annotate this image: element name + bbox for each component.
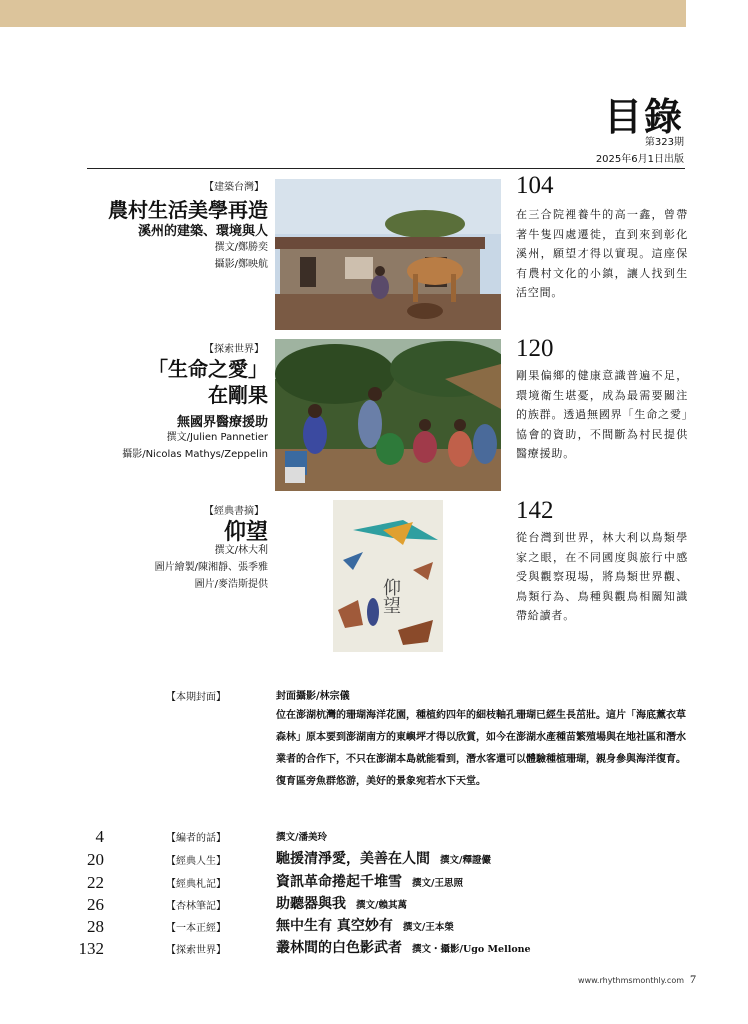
credit-photo: 攝影/鄭映航 <box>214 259 268 270</box>
toc-page-number: 4 <box>95 827 104 846</box>
book-cover-title: 仰望 <box>380 578 401 614</box>
toc-credit: 撰文/賴其萬 <box>356 900 407 911</box>
feature-title[interactable]: 仰望 <box>223 519 268 545</box>
congo-village-photo <box>275 339 501 491</box>
credit-writer: 撰文/Julien Pannetier <box>166 432 268 443</box>
cover-description: 位在澎湖杭灣的珊瑚海洋花園，種植約四年的細枝軸孔珊瑚已經生長茁壯。這片「海底薰衣草森林」原本要到澎湖南方的東嶼坪才得以欣賞，如今在澎湖水產種苗繁殖場與在地社區和潛水業者的合作下，不只在澎湖本島就能看到，潛水客還可以體驗種植珊瑚，親身參與海洋復育。復育區旁魚群悠游，美好的景象宛若水下天堂。 <box>276 710 686 787</box>
feature-credits <box>122 429 268 463</box>
issue-number: 第323期 <box>644 137 684 148</box>
toc-row[interactable] <box>60 915 700 937</box>
credit-writer: 撰文/林大利 <box>214 545 268 556</box>
toc-credit: 撰文・攝影/Ugo Mellone <box>412 944 531 955</box>
toc-row[interactable] <box>60 848 700 870</box>
feature-description: 剛果偏鄉的健康意識普遍不足，環境衛生堪憂，成為最需要關注的族群。透過無國界「生命之愛」協會的資助，不間斷為村民提供醫療援助。 <box>516 369 688 460</box>
toc-row[interactable] <box>60 893 700 915</box>
toc-credit: 撰文/釋證儼 <box>440 855 491 866</box>
toc-tag: 【杏林筆記】 <box>166 901 226 912</box>
toc-title: 助聽器與我 撰文/賴其萬 <box>276 896 407 912</box>
toc-page-number: 20 <box>87 850 104 869</box>
credit-image: 圖片/麥浩斯提供 <box>194 579 268 590</box>
toc-title: 資訊革命捲起千堆雪 撰文/王思照 <box>276 874 463 890</box>
feature-page-number[interactable]: 142 <box>516 497 554 524</box>
toc-tag: 【編者的話】 <box>166 833 226 844</box>
toc-page-number: 132 <box>78 939 104 958</box>
toc-page-number: 26 <box>87 895 104 914</box>
feature-title[interactable]: 農村生活美學再造 <box>108 198 268 222</box>
toc-credit: 撰文/王思照 <box>412 878 463 889</box>
toc-credit: 撰文/潘美玲 <box>276 832 327 843</box>
toc-tag: 【探索世界】 <box>166 945 226 956</box>
toc-tag: 【經典人生】 <box>166 856 226 867</box>
feature-page-number[interactable]: 104 <box>516 172 554 199</box>
toc-credit: 撰文/王本榮 <box>402 922 454 933</box>
toc-page-number: 28 <box>87 917 104 936</box>
issue-info <box>596 134 684 168</box>
toc-tag: 【經典札記】 <box>166 879 226 890</box>
feature-credits <box>215 239 268 273</box>
credit-illustration: 圖片繪製/陳湘靜、張季雅 <box>154 562 268 573</box>
feature-tag: 【經典書摘】 <box>204 506 264 517</box>
page-title: 目錄 <box>603 94 684 139</box>
feature-title-line: 「生命之愛」 <box>148 357 268 381</box>
toc-row[interactable] <box>60 937 700 959</box>
feature-tag: 【探索世界】 <box>204 344 264 355</box>
feature-subtitle: 溪州的建築、環境與人 <box>137 224 268 239</box>
cover-credit: 封面攝影/林宗儀 <box>276 691 350 702</box>
website-url[interactable]: www.rhythmsmonthly.com <box>578 976 684 985</box>
footer-page-number: 7 <box>690 972 696 986</box>
feature-page-number[interactable]: 120 <box>516 335 554 362</box>
page-footer <box>578 972 696 987</box>
feature-subtitle: 無國界醫療援助 <box>176 415 268 430</box>
toc-title: 無中生有 真空妙有 撰文/王本榮 <box>276 918 454 934</box>
bird-illustration <box>333 500 443 652</box>
header-divider <box>87 168 685 169</box>
feature-title[interactable] <box>148 356 268 408</box>
farm-cow-photo <box>275 179 501 330</box>
feature-credits <box>155 542 268 593</box>
toc-row[interactable] <box>60 871 700 893</box>
feature-tag: 【建築台灣】 <box>204 182 264 193</box>
feature-description: 在三合院裡養牛的高一鑫，曾帶著牛隻四處遷徙，直到來到彰化溪州，願望才得以實現。這座保有農村文化的小鎮，讓人找到生活空間。 <box>516 208 688 299</box>
feature-title-line: 在剛果 <box>208 383 268 407</box>
toc-tag: 【一本正經】 <box>166 923 226 934</box>
toc-row[interactable] <box>60 825 700 847</box>
toc-title: 叢林間的白色影武者 撰文・攝影/Ugo Mellone <box>276 940 531 956</box>
credit-writer: 撰文/鄭勝奕 <box>214 242 268 253</box>
credit-photo: 攝影/Nicolas Mathys/Zeppelin <box>122 449 268 460</box>
toc-title: 馳援清淨愛，美善在人間 撰文/釋證儼 <box>276 851 491 867</box>
feature-description: 從台灣到世界，林大利以鳥類學家之眼，在不同國度與旅行中感受與觀察現場，將鳥類世界觀、鳥類行為、鳥種與觀鳥相關知識帶給讀者。 <box>516 531 688 622</box>
header-color-bar <box>0 0 686 27</box>
cover-tag: 【本期封面】 <box>166 692 226 703</box>
toc-page-number: 22 <box>87 873 104 892</box>
issue-date: 2025年6月1日出版 <box>595 154 684 165</box>
toc-title <box>276 828 327 844</box>
book-cover <box>333 500 443 652</box>
